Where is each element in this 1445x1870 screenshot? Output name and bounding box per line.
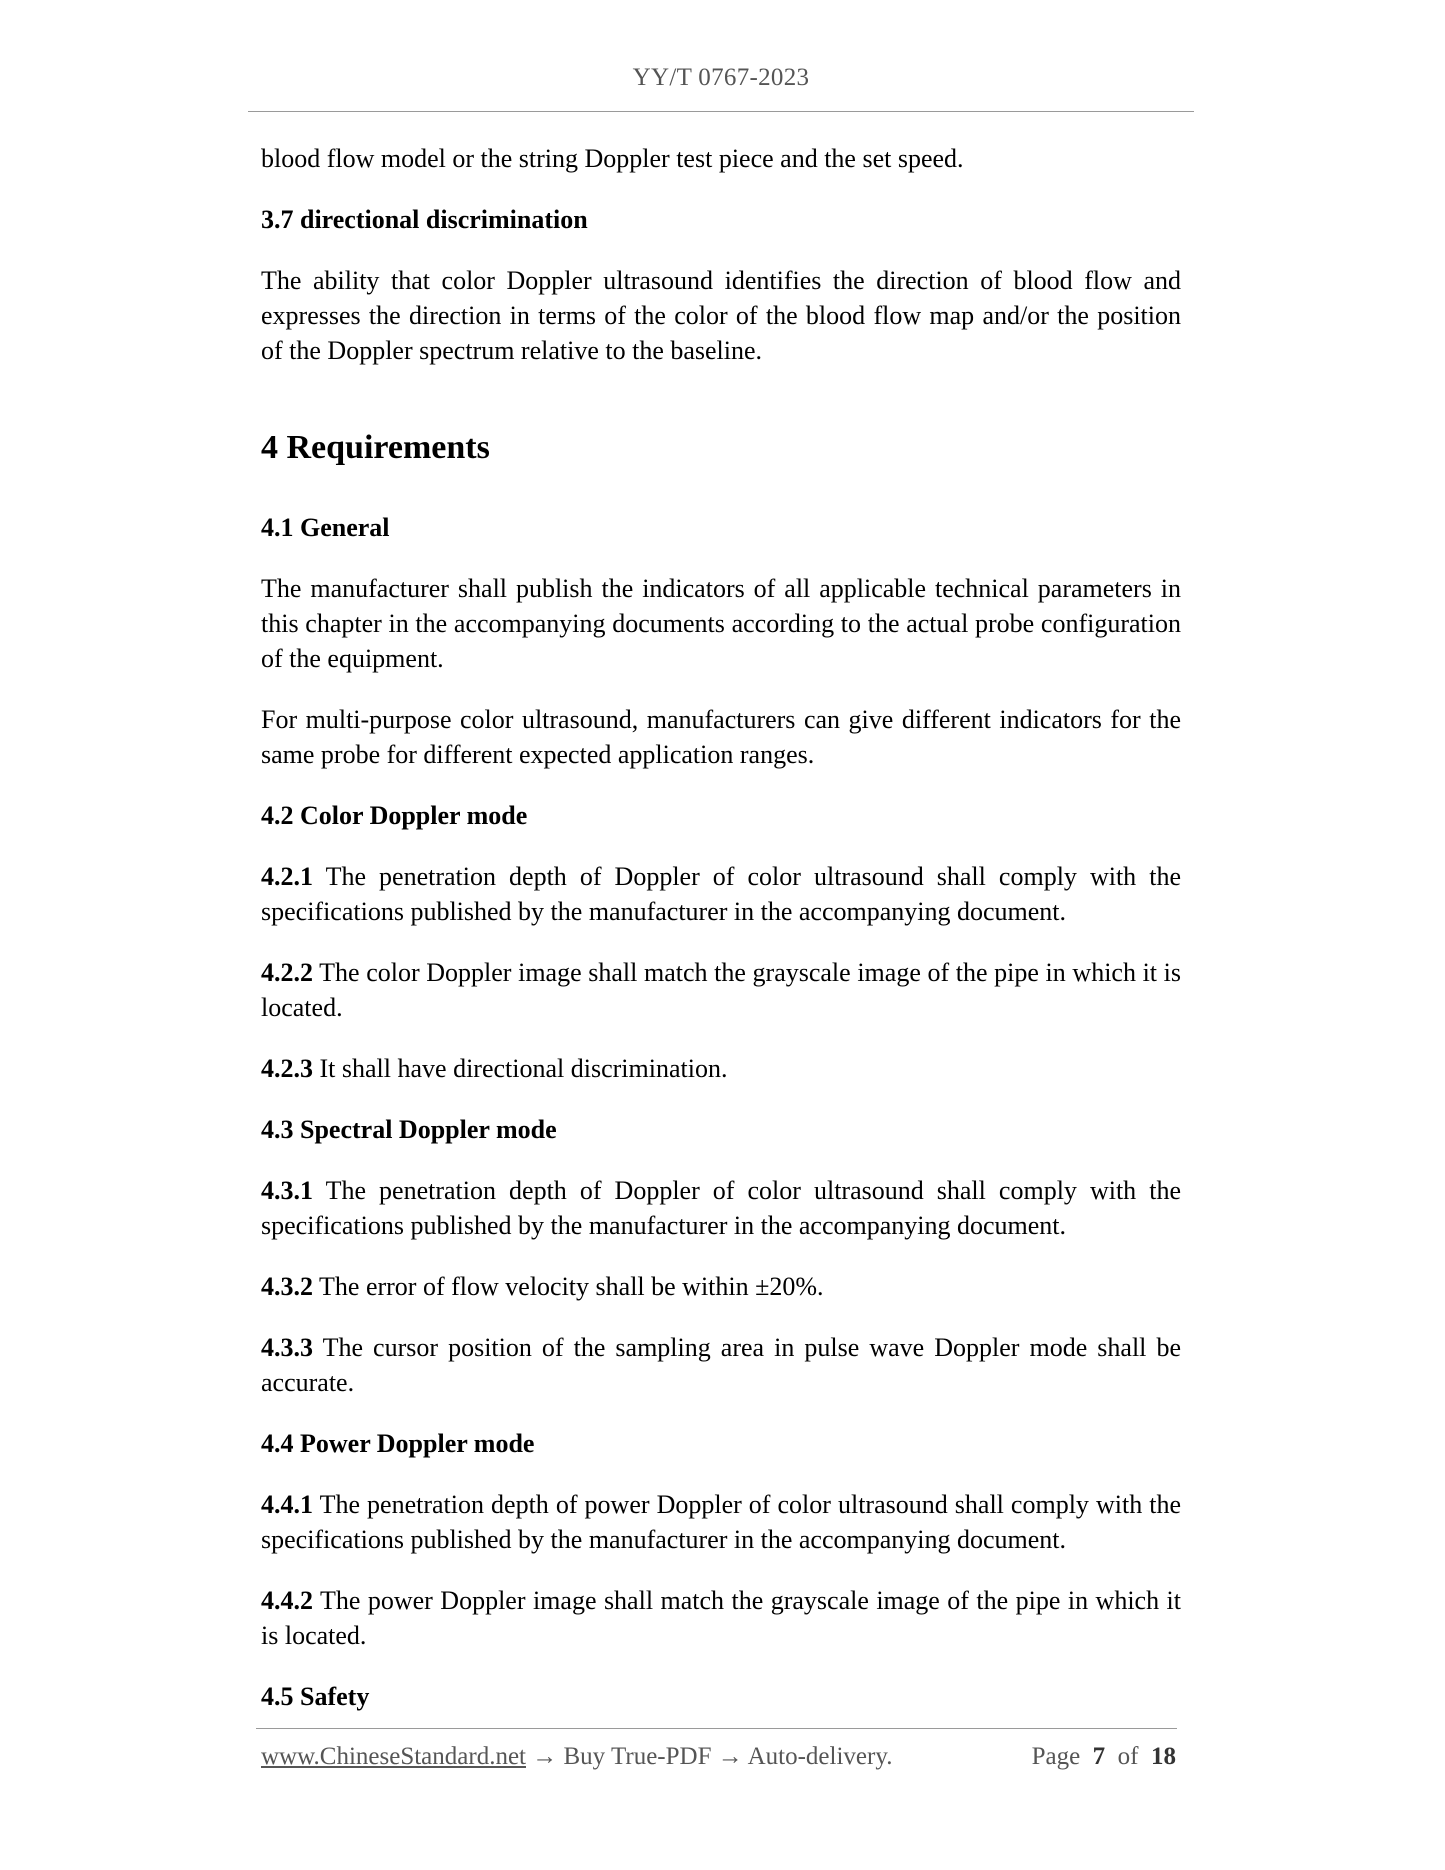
clause-number: 4.4.2	[261, 1586, 313, 1615]
clause-4-3-2	[261, 1269, 1181, 1304]
page-number	[1032, 1743, 1176, 1771]
clause-4-4-1	[261, 1487, 1181, 1557]
page-label: Page	[1031, 1743, 1081, 1770]
clause-4-4-2	[261, 1583, 1181, 1653]
section-4-heading: 4 Requirements	[261, 429, 490, 466]
clause-text: The error of flow velocity shall be within ±20%.	[313, 1272, 824, 1301]
section-4-1-paragraph-1: The manufacturer shall publish the indicators of all applicable technical parameters in this chapter in the accompanying documents according to the actual probe configuration of the equipment.	[261, 574, 1181, 673]
continuation-paragraph: blood flow model or the string Doppler test piece and the set speed.	[261, 144, 964, 173]
clause-text: The color Doppler image shall match the grayscale image of the pipe in which it is located.	[261, 958, 1181, 1022]
clause-text: The penetration depth of Doppler of color ultrasound shall comply with the specifications published by the manufacturer in the accompanying document.	[261, 862, 1181, 926]
arrow-right-icon: →	[717, 1743, 743, 1770]
clause-number: 4.2.2	[261, 958, 313, 987]
clause-4-2-1	[261, 859, 1181, 929]
clause-number: 4.3.2	[261, 1272, 313, 1301]
section-3-7-heading: 3.7 directional discrimination	[261, 205, 588, 234]
clause-number: 4.2.1	[261, 862, 313, 891]
section-4-2-heading: 4.2 Color Doppler mode	[261, 801, 528, 830]
footer-delivery-text: Auto-delivery.	[747, 1743, 893, 1770]
page-content	[261, 141, 1181, 1740]
footer-divider	[256, 1728, 1177, 1729]
clause-text: The cursor position of the sampling area in pulse wave Doppler mode shall be accurate.	[261, 1333, 1181, 1397]
clause-4-3-3	[261, 1330, 1181, 1400]
clause-text: The penetration depth of Doppler of color ultrasound shall comply with the specifications published by the manufacturer in the accompanying document.	[261, 1176, 1181, 1240]
clause-text: The penetration depth of power Doppler of color ultrasound shall comply with the specifications published by the manufacturer in the accompanying document.	[261, 1490, 1181, 1554]
clause-text: It shall have directional discrimination.	[313, 1054, 728, 1083]
section-4-3-heading: 4.3 Spectral Doppler mode	[261, 1115, 557, 1144]
section-4-1-paragraph-2: For multi-purpose color ultrasound, manufacturers can give different indicators for the same probe for different expected application ranges.	[261, 705, 1181, 769]
section-4-4-heading: 4.4 Power Doppler mode	[261, 1429, 535, 1458]
clause-number: 4.4.1	[261, 1490, 313, 1519]
page-header-title: YY/T 0767-2023	[632, 64, 810, 91]
footer-site-link[interactable]: www.ChineseStandard.net	[261, 1743, 526, 1770]
total-pages: 18	[1151, 1743, 1176, 1770]
arrow-right-icon: →	[532, 1743, 558, 1770]
footer-promo	[261, 1743, 892, 1771]
clause-number: 4.3.1	[261, 1176, 313, 1205]
clause-4-2-2	[261, 955, 1181, 1025]
section-4-5-heading: 4.5 Safety	[261, 1682, 370, 1711]
clause-text: The power Doppler image shall match the grayscale image of the pipe in which it is located.	[261, 1586, 1181, 1650]
footer-buy-text: Buy True-PDF	[563, 1743, 712, 1770]
header-divider	[248, 111, 1194, 112]
clause-4-2-3	[261, 1051, 1181, 1086]
of-label: of	[1117, 1743, 1139, 1770]
clause-number: 4.3.3	[261, 1333, 313, 1362]
section-3-7-text: The ability that color Doppler ultrasound identifies the direction of blood flow and expresses the direction in terms of the color of the blood flow map and/or the position of the Doppler spectrum relative to the baseline.	[261, 266, 1181, 365]
current-page: 7	[1092, 1743, 1106, 1770]
clause-number: 4.2.3	[261, 1054, 313, 1083]
clause-4-3-1	[261, 1173, 1181, 1243]
section-4-1-heading: 4.1 General	[261, 513, 390, 542]
